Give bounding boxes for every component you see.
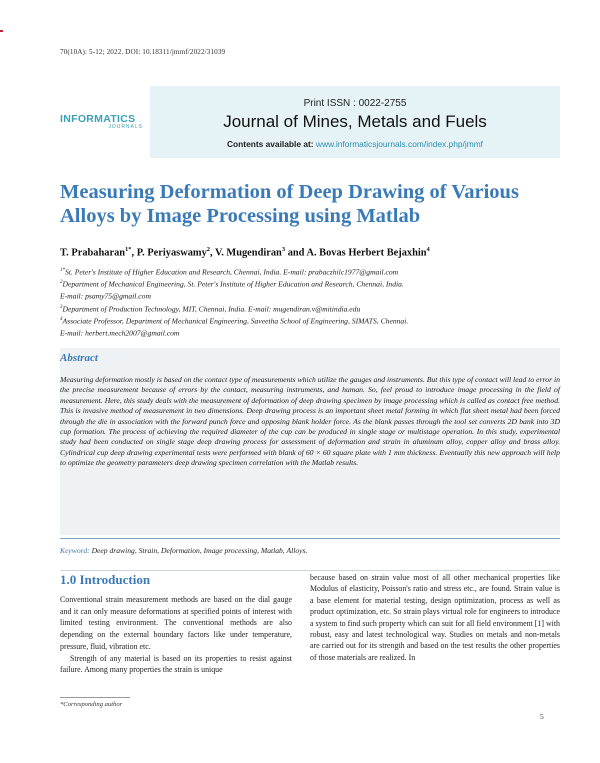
author-sup: 3 <box>281 246 286 253</box>
keywords-label: Keyword: <box>60 546 90 555</box>
author-sup: 1* <box>125 246 132 253</box>
author-name: A. Bovas Herbert Bejaxhin <box>306 247 427 259</box>
logo-subtext: JOURNALS <box>108 124 143 130</box>
author-name: P. Periyaswamy <box>136 247 207 259</box>
section-divider <box>60 570 560 571</box>
author-sup: 4 <box>426 246 430 253</box>
citation-line: 70(10A): 5-12; 2022. DOI: 10.18311/jmmf/2022/31039 <box>60 48 226 56</box>
author-name: T. Prabaharan <box>60 247 126 259</box>
affiliation-line: $^3$Department of Production Technology, MIT, Chennai, India. E-mail: mugendiran.v@mitindia.edu <box>60 304 361 314</box>
right-column <box>310 572 560 663</box>
affiliation-line: E-mail: psamy75@gmail.com <box>60 292 151 301</box>
abstract-divider <box>60 538 560 539</box>
section-heading: 1.0 Introduction <box>60 572 151 587</box>
footnote: *Corresponding author <box>60 701 123 708</box>
author-separator: and <box>285 247 307 259</box>
footnote-divider <box>60 697 130 698</box>
publisher-logo <box>60 113 145 143</box>
logo-wordmark: INFORMATICS <box>60 113 136 125</box>
author-separator: , <box>131 247 137 259</box>
paragraph: because based on strain value most of all other mechanical properties like Modulus of elasticity, Poisson's ratio and stress etc., are found. Strain value is a base element for material testing, design optimization, process as well as product optimization, etc. So strain plays virtual role for engineers to introduce a system to find such property which can suit for all field environment [1] with robust, easy and latest technological way. Studies on metals and non-metals are carried out for its strength and based on the test results the other properties of those materials are realized. In <box>310 573 560 662</box>
contents-available <box>150 139 560 149</box>
affiliation-line: $^4$Associate Professor, Department of Mechanical Engineering, Saveetha School of Engineering, SIMATS, Chennai. <box>60 316 409 326</box>
paragraph: Conventional strain measurement methods are based on the dial gauge and it can only measure deformations at specified points of interest with limited testing environment. The conventional methods are also depending on the external boundary factors like under temperature, pressure, fluid, vibration etc. <box>60 595 292 651</box>
contents-label: Contents available at: <box>227 139 314 149</box>
author-sup: 2 <box>206 246 211 253</box>
author-list <box>60 246 560 258</box>
left-column <box>60 594 292 676</box>
keywords-text: Deep drawing, Strain, Deformation, Image processing, Matlab, Alloys. <box>91 546 308 555</box>
affiliation-line: $^2$Department of Mechanical Engineering, St. Peter's Institute of Higher Education and Research, Chennai, India. <box>60 279 404 289</box>
journal-name: Journal of Mines, Metals and Fuels <box>223 112 487 131</box>
margin-mark <box>0 30 3 32</box>
paper-title: Measuring Deformation of Deep Drawing of Various Alloys by Image Processing using Matlab <box>60 181 519 227</box>
abstract-heading: Abstract <box>60 352 98 364</box>
abstract-text: Measuring deformation mostly is based on the contact type of measurements which utilize the gauges and instruments. But this type of contact will lead to error in the precise measurement because of errors by the contact, measuring instruments, and human. So, feel proud to introduce image processing in the field of measurement. Here, this study deals with the measurement of deformation of deep drawing specimen by image processing which is called as contact free method. This is invasive method of measurement in two dimensions. Deep drawing process is an important sheet metal forming in which flat sheet metal had been forced through the die in association with the forward punch force and opposing blank holder force. As the blank passes through the tool set converts 2D bank into 3D cup formation. The process of achieving the required diameter of the cup can be produced in single stage or multistage operation. In this study, experimental study had been conducted on single stage deep drawing process for assessment of deformation and strain in aluminum alloy, copper alloy and brass alloy. Cylindrical cup deep drawing experimental tests were performed with blank of 60 × 60 square plate with 1 mm thickness. Eventually this new approach will help to optimize the geometry parameters deep drawing specimen correlation with the Matlab results. <box>60 375 560 468</box>
affiliation-line: $^{1*}$St. Peter's Institute of Higher Education and Research, Chennai, India. E-mail: prabaczhilc1977@gmail.com <box>60 267 399 277</box>
paragraph: Strength of any material is based on its properties to resist against failure. Among many properties the strain is unique <box>60 653 292 675</box>
affiliations <box>60 266 560 339</box>
print-issn: Print ISSN : 0022-2755 <box>303 98 407 109</box>
journal-url-link[interactable]: www.informaticsjournals.com/index.php/jmmf <box>315 139 483 149</box>
affiliation-line: E-mail: herbert.mech2007@gmail.com <box>60 328 180 338</box>
author-separator: , <box>210 247 216 259</box>
page-number: 5 <box>540 712 544 721</box>
author-name: V. Mugendiran <box>215 247 282 259</box>
keywords <box>60 546 560 555</box>
